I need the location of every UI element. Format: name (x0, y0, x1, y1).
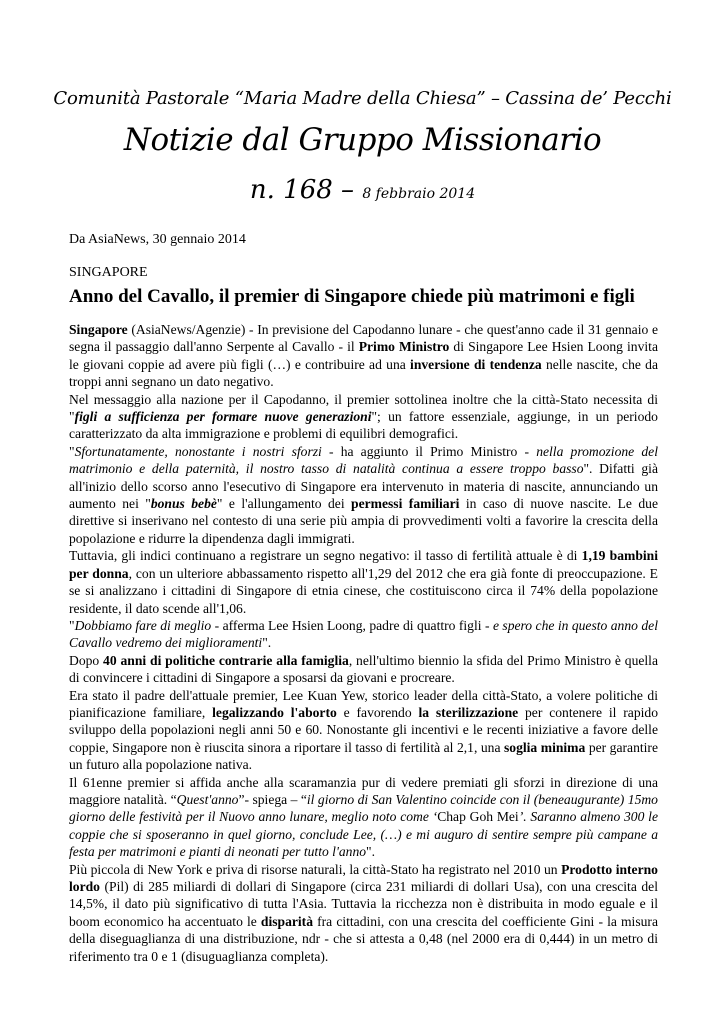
text-run: 40 anni di politiche contrarie alla famiglia (103, 652, 349, 668)
text-run: il giorno di San Valentino coincide con il (beneaugurante) 15mo giorno delle festività per il Nuovo anno lunare, meglio noto come ‘ (69, 791, 658, 825)
text-run: ”- spiega – “ (238, 791, 307, 807)
text-run: legalizzando l'aborto (212, 704, 337, 720)
text-run: nella promozione del matrimonio e della paternità, il nostro tasso di natalità continua a essere troppo basso (69, 443, 658, 477)
article-paragraph (69, 652, 658, 687)
text-run: " e l'allungamento dei (216, 496, 352, 512)
text-run: Tuttavia, gli indici continuano a registrare un segno negativo: il tasso di fertilità attuale è di (69, 548, 582, 564)
text-run: Quest'anno (176, 791, 239, 807)
text-run: - afferma Lee Hsien Loong, padre di quattro figli - (211, 617, 493, 633)
text-run: soglia minima (504, 739, 586, 755)
article-paragraph (69, 687, 658, 774)
text-run: Nel messaggio alla nazione per il Capodanno, il premier sottolinea inoltre che la città-Stato necessita di " (69, 391, 658, 425)
text-run: ’. Saranno almeno 300 le coppie che si sposeranno in quel giorno, conclude Lee, (…) e mi auguro di sentire sempre più campane a festa per matrimoni e pianti di neonati per tutto l'anno (69, 809, 658, 860)
issue-line (0, 175, 725, 205)
text-run: (AsiaNews/Agenzie) - In previsione del Capodanno lunare - che quest'anno cade il 31 gennaio e segna il passaggio dall'anno Serpente al Cavallo - il (69, 322, 658, 355)
newsletter-title: Notizie dal Gruppo Missionario (123, 122, 602, 158)
text-run: Dopo (69, 652, 104, 668)
text-run: ". (366, 844, 375, 860)
article-headline: Anno del Cavallo, il premier di Singapore chiede più matrimoni e figli (69, 286, 635, 307)
text-run: Singapore (69, 322, 128, 337)
article-paragraph (69, 391, 658, 443)
issue-number: n. 168 – (249, 175, 355, 205)
text-run: ". (262, 635, 272, 651)
text-run: , nell'ultimo biennio la sfida del Primo Ministro è quella di convincere i cittadini di Singapore a sposarsi da giovani e procreare. (69, 652, 658, 686)
text-run: di Singapore Lee Hsien Loong invita le giovani coppie ad avere più figli (…) e contribuire ad una (69, 339, 658, 372)
text-run: " (69, 617, 75, 633)
text-run: e favorendo (336, 704, 419, 720)
text-run: la sterilizzazione (418, 704, 519, 720)
section-label: SINGAPORE (69, 265, 148, 280)
text-run: 1,19 bambini per donna (69, 548, 659, 581)
text-run: Il 61enne premier si affida anche alla scaramanzia pur di vedere premiati gli sforzi in direzione di una maggiore natalità. “ (69, 774, 658, 807)
article-paragraph (69, 321, 658, 391)
article-paragraph (69, 443, 658, 547)
text-run: Primo Ministro (358, 339, 450, 355)
text-run: - ha aggiunto il Primo Ministro - (321, 443, 537, 459)
text-run: Prodotto interno lordo (69, 861, 658, 894)
source-line: Da AsiaNews, 30 gennaio 2014 (69, 232, 246, 247)
text-run: " (69, 443, 75, 459)
article-paragraph (69, 861, 658, 965)
text-run: inversione di tendenza (410, 356, 542, 372)
text-run: , con un ulteriore abbassamento rispetto all'1,29 del 2012 che era già fonte di preoccupazione. E se si analizzano i cittadini di Singapore di etnia cinese, che costituiscono circa il 74% della popolazione residente, il dato scende all'1,06. (69, 565, 658, 616)
text-run: Dobbiamo fare di meglio (74, 617, 212, 633)
text-run: fra cittadini, con una crescita del coefficiente Gini - la misura della diseguaglianza di una distribuzione, ndr - che si attesta a 0,48 (nel 2000 era di 0,444) in un metro di riferimento tra 0 e 1 (disuguaglianza completa). (69, 913, 658, 964)
text-run: per garantire un futuro alla popolazione nativa. (69, 739, 658, 773)
text-run: per contenere il rapido sviluppo della popolazioni negli anni 50 e 60. Nonostante gli incentivi e le recenti iniziative a favore delle coppie, Singapore non è riuscita sinora a riportare il tasso di fertilità al 2,1, una (69, 704, 659, 755)
text-run: (Pil) di 285 miliardi di dollari di Singapore (circa 231 miliardi di dollari Usa), con una crescita del 14,5%, il dato più significativo di tutta l'Asia. Tuttavia la ricchezza non è distribuita in modo eguale e il boom economico ha accentuato le (69, 879, 658, 929)
text-run: "; un fattore essenziale, aggiunge, in un periodo caratterizzato da alta immigrazione e problemi di equilibri demografici. (69, 409, 658, 442)
community-header: Comunità Pastorale “Maria Madre della Chiesa” – Cassina de’ Pecchi (53, 88, 672, 109)
text-run: Sfortunatamente, nonostante i nostri sforzi (74, 443, 322, 459)
article-paragraph (69, 774, 658, 861)
text-run: in caso di nuove nascite. Le due direttive si inserivano nel contesto di una serie più ampia di provvedimenti volti a favorire la crescita della popolazione e ridurre la dipendenza dagli immigrati. (69, 496, 658, 546)
issue-date: 8 febbraio 2014 (362, 186, 476, 202)
text-run: nelle nascite, che da troppi anni segnano un dato negativo. (69, 356, 658, 390)
article-body (69, 321, 658, 965)
text-run: ". Difatti già all'inizio dello scorso anno l'esecutivo di Singapore era intervenuto in materia di nascite, annunciando un aumento nei " (69, 461, 658, 512)
text-run: permessi familiari (351, 496, 460, 512)
text-run: bonus bebè (150, 496, 217, 512)
text-run: Chap Goh Mei (437, 809, 519, 825)
article-paragraph (69, 547, 658, 617)
text-run: Era stato il padre dell'attuale premier, Lee Kuan Yew, storico leader della città-Stato, a volere politiche di pianificazione familiare, (69, 687, 658, 720)
text-run: disparità (260, 913, 314, 929)
text-run: figli a sufficienza per formare nuove generazioni (74, 409, 372, 425)
article-paragraph (69, 617, 658, 652)
text-run: e spero che in questo anno del Cavallo vedremo dei miglioramenti (69, 617, 658, 651)
text-run: Più piccola di New York e priva di risorse naturali, la città-Stato ha registrato nel 2010 un (69, 861, 562, 877)
